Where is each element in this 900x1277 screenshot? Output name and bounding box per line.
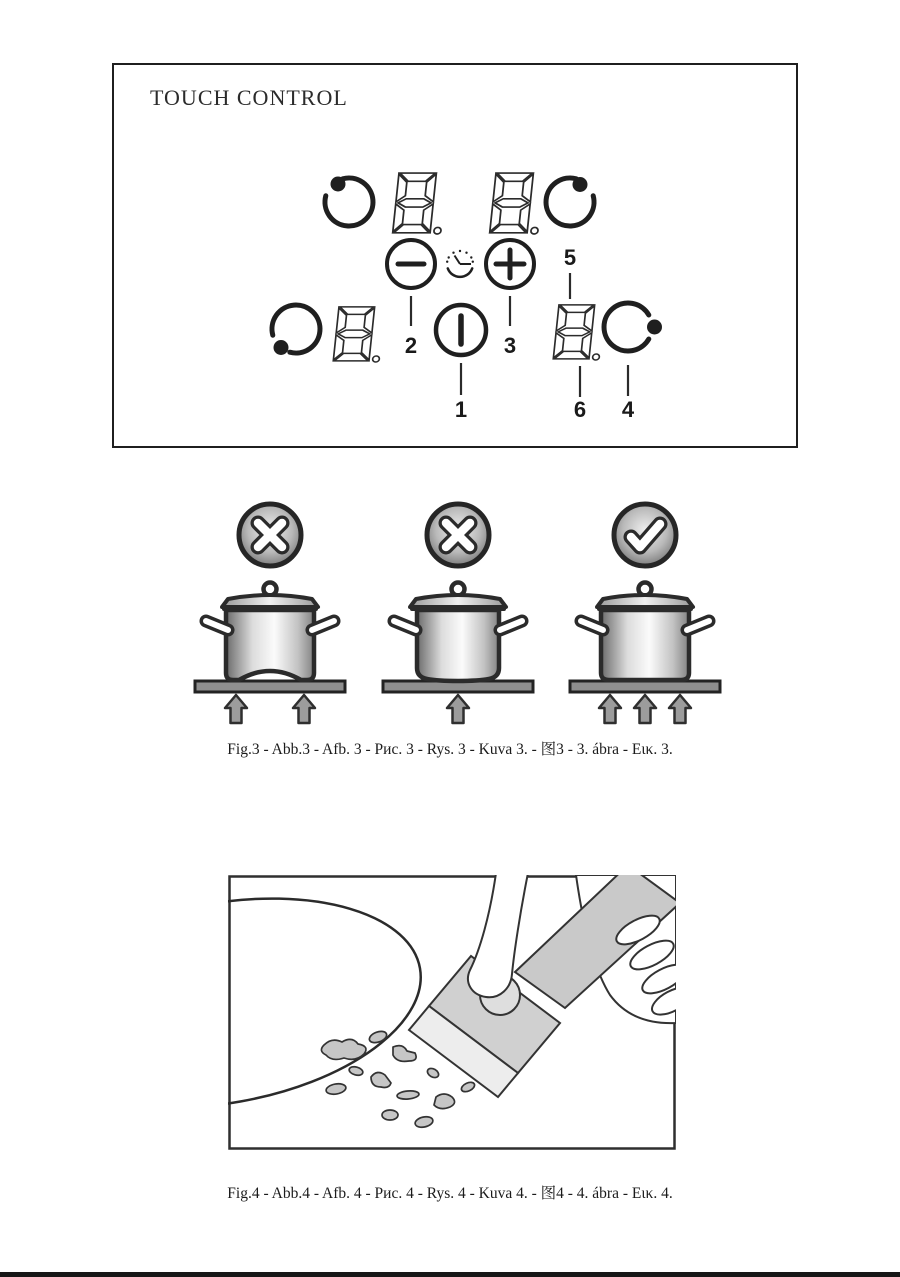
- pot-body: [417, 610, 499, 681]
- fig4-scraper-illustration: [228, 875, 676, 1150]
- minus-button-icon: [387, 240, 435, 288]
- heat-arrows: [599, 695, 691, 723]
- page-bottom-edge: [0, 1272, 900, 1277]
- callout-label-display-bottom: 6: [573, 397, 587, 422]
- heat-arrows: [225, 695, 315, 723]
- cross-icon: [427, 504, 489, 566]
- pot-body: [226, 610, 314, 680]
- pot-panel-warped-bottom: [195, 504, 345, 723]
- callout-label-plus: 3: [503, 333, 517, 358]
- touch-control-title: TOUCH CONTROL: [150, 85, 348, 110]
- touch-control-diagram: [114, 65, 796, 446]
- touch-control-panel-figure: [112, 63, 798, 448]
- heat-arrows: [447, 695, 469, 723]
- timer-clock-icon: [446, 250, 474, 277]
- check-icon: [614, 504, 676, 566]
- display-bottom-left: [333, 307, 385, 362]
- hob-surface: [195, 681, 345, 692]
- fig4-caption: Fig.4 - Abb.4 - Afb. 4 - Рис. 4 - Rys. 4 - Kuva 4. - 图4 - 4. ábra - Εικ. 4.: [227, 1185, 673, 1202]
- callout-label-display-top: 5: [563, 245, 577, 270]
- fig3-pots-illustration: [180, 493, 740, 733]
- callout-label-minus: 2: [404, 333, 418, 358]
- hob-surface: [570, 681, 720, 692]
- display-top-left: [393, 173, 447, 234]
- cross-icon: [239, 504, 301, 566]
- pot-body: [601, 610, 689, 680]
- display-bottom-right: [553, 305, 605, 360]
- plus-button-icon: [486, 240, 534, 288]
- display-top-right: [490, 173, 544, 234]
- hotplate-arc-bottom-right-icon: [604, 303, 649, 351]
- pot-panel-flat-bottom: [570, 504, 720, 723]
- pot-panel-small-base: [383, 504, 533, 723]
- fig3-caption: Fig.3 - Abb.3 - Afb. 3 - Рис. 3 - Rys. 3 - Kuva 3. - 图3 - 3. ábra - Εικ. 3.: [227, 741, 673, 758]
- callout-label-hotplate: 4: [621, 397, 635, 422]
- power-button-icon: [436, 305, 486, 355]
- callout-label-power: 1: [454, 397, 468, 422]
